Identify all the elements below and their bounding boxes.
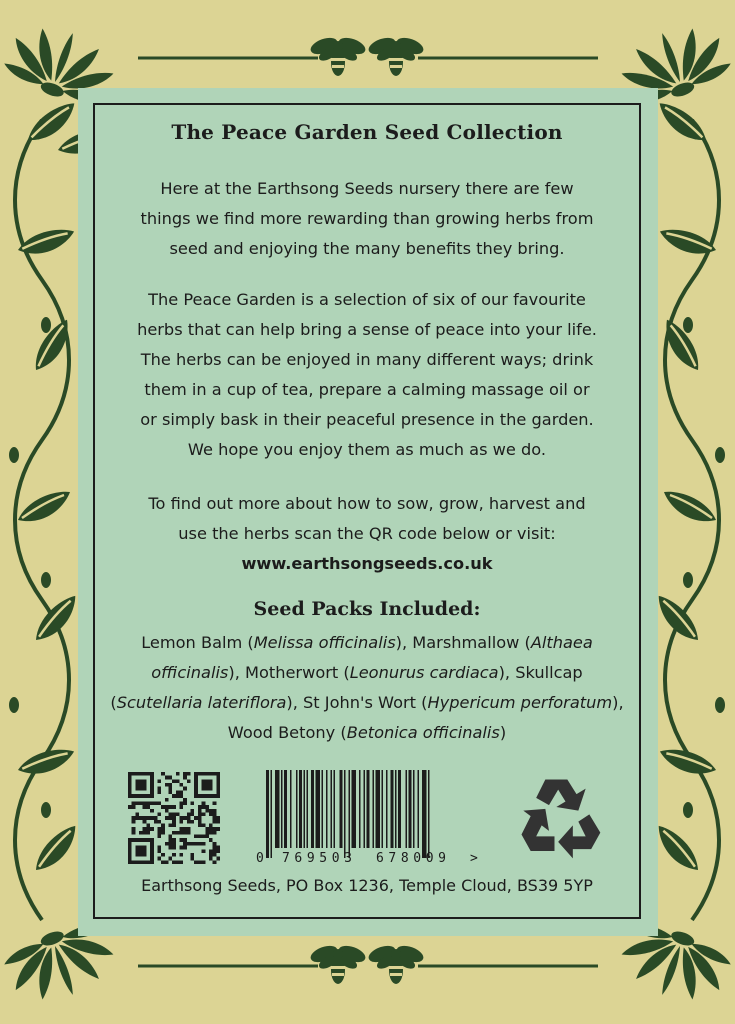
more-info-paragraph: To find out more about how to sow, grow, harvest and use the herbs scan the QR code below or visit:: [148, 494, 586, 543]
barcode-tail-symbol: >: [470, 851, 478, 866]
barcode-lead-digit: 0: [256, 851, 264, 866]
barcode-icon: [256, 770, 482, 868]
bee-icon: [366, 943, 425, 984]
bee-icon: [366, 35, 425, 76]
intro-paragraph: Here at the Earthsong Seeds nursery there are few things we find more rewarding than growing herbs from seed and enjoying the many benefits they bring.: [140, 179, 594, 258]
barcode-right-digits: 678009: [376, 851, 446, 866]
bee-icon: [308, 943, 367, 984]
seed-packs-heading: Seed Packs Included:: [253, 598, 481, 620]
seed-packs-list: Lemon Balm (Melissa officinalis), Marshmallow (Althaea officinalis), Motherwort (Leonurus cardiaca), Skullcap (Scutellaria lateriflora), St John's Wort (Hypericum perforatum), Wood Betony (Betonica officinalis): [110, 633, 624, 742]
bee-icon: [308, 35, 367, 76]
qr-code-icon[interactable]: [128, 772, 220, 864]
barcode-left-digits: 769503: [282, 851, 352, 866]
recycle-icon: [514, 774, 606, 862]
description-paragraph: The Peace Garden is a selection of six of our favourite herbs that can help bring a sense of peace into your life. The herbs can be enjoyed in many different ways; drink them in a cup of tea, prepare a calming massage oil or or simply bask in their peaceful presence in the garden. We hope you enjoy them as much as we do.: [137, 290, 597, 459]
page-title: The Peace Garden Seed Collection: [171, 120, 563, 144]
company-address: Earthsong Seeds, PO Box 1236, Temple Cloud, BS39 5YP: [141, 876, 593, 895]
website-link[interactable]: www.earthsongseeds.co.uk: [241, 554, 493, 573]
